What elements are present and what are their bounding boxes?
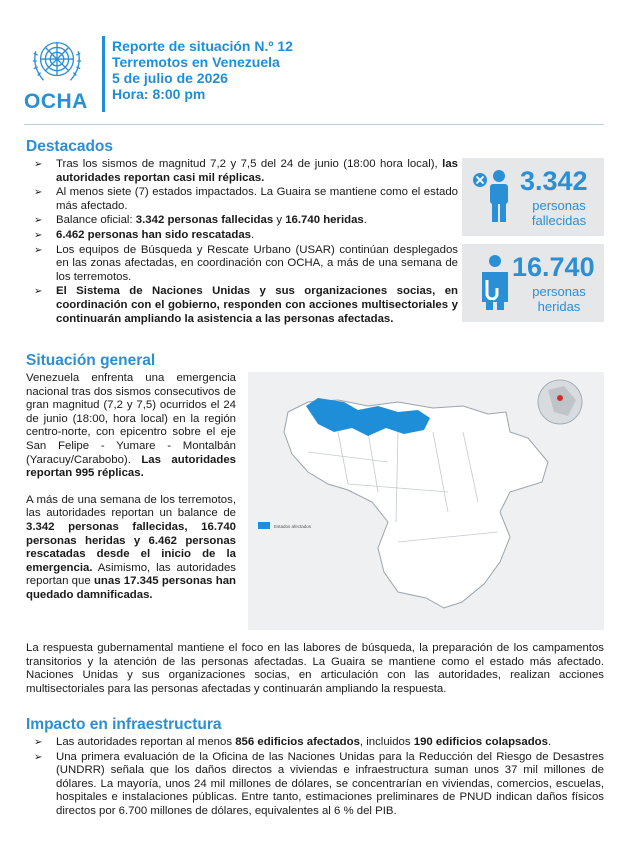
highlights-heading: Destacados [26,138,114,155]
bullet-arrow-icon: ➢ [34,215,43,227]
list-item: ➢ Una primera evaluación de la Oficina de las Naciones Unidas para la Reducción del Riesgo de Desastres (UNDRR) señala que los daños directos a viviendas e infraestructura suman unos 37 mil millones de dólares. La mayoría, unos 24 mil millones de dólares, se concentrarían en viviendas, comercios, escuelas, hospitales e instalaciones públicas. Entre tanto, estimaciones preliminares de PNUD indican daños físicos directos por 6.700 millones de dólares, equivalentes al 6 % del PIB. [34,750,604,817]
stat-injured-card [462,244,604,322]
bullet-arrow-icon: ➢ [34,187,43,199]
bullet-arrow-icon: ➢ [34,229,43,241]
map-graphic [248,372,604,630]
report-date: 5 de julio de 2026 [112,70,228,86]
list-item: ➢ Los equipos de Búsqueda y Rescate Urbano (USAR) continúan desplegados en las zonas afectadas, en coordinación con OCHA, a más de una semana de los terremotos. [34,243,458,283]
bullet-arrow-icon: ➢ [34,159,43,170]
un-emblem-icon [28,32,86,90]
situation-heading: Situación general [26,352,156,369]
stat-deceased-card [462,158,604,236]
header-title-block [112,38,293,102]
list-item: ➢ Las autoridades reportan al menos 856 edificios afectados, incluidos 190 edificios colapsados. [34,736,552,748]
venezuela-map [248,372,604,630]
infrastructure-heading: Impacto en infraestructura [26,716,222,733]
list-item: ➢ Al menos siete (7) estados impactados. La Guaira se mantiene como el estado más afectado. [34,186,458,212]
stat-label: personas heridas [532,284,586,314]
list-item: ➢ 6.462 personas han sido rescatadas. [34,228,255,241]
person-injured-icon [474,254,514,312]
highlights-list [30,158,458,327]
report-title: Reporte de situación N.º 12 [112,38,293,54]
report-time: Hora: 8:00 pm [112,86,206,102]
stat-label: personas fallecidas [531,198,587,228]
list-item: ➢ Balance oficial: 3.342 personas fallecidas y 16.740 heridas. [34,214,367,227]
list-item: ➢ El Sistema de Naciones Unidas y sus organizaciones socias, en coordinación con el gobierno, responden con acciones multisectoriales y continuarán ampliando la asistencia a las personas afectadas. [34,285,458,325]
situation-paragraph: A más de una semana de los terremotos, las autoridades reportan un balance de 3.342 personas fallecidas, 16.740 personas heridas y 6.462 personas rescatadas desde el inicio de la emergencia. Asimismo, las autoridades reportan que unas 17.345 personas han quedado damnificadas. [26,493,236,601]
response-paragraph: La respuesta gubernamental mantiene el foco en las labores de búsqueda, la preparación de los campamentos transitorios y la atención de las personas afectadas. La Guaira se mantiene como el estado más afectado. Naciones Unidas y sus organizaciones socias, en articulación con las autoridades, realizan acciones multisectoriales para las personas afectadas y continuarán ampliando la respuesta. [26,642,604,695]
legend-swatch [258,522,270,529]
report-header [24,28,604,112]
map-legend-label: Estados afectados [274,524,312,529]
list-item: ➢ Tras los sismos de magnitud 7,2 y 7,5 del 24 de junio (18:00 hora local), las autoridades reportan casi mil réplicas. [34,158,458,184]
stat-value: 3.342 [520,166,588,196]
bullet-arrow-icon: ➢ [34,751,43,763]
person-deceased-icon [472,168,514,224]
bullet-arrow-icon: ➢ [34,737,43,748]
bullet-arrow-icon: ➢ [34,286,43,298]
stat-value: 16.740 [512,252,595,282]
infrastructure-list [30,736,604,820]
situation-text [26,372,236,616]
report-subtitle: Terremotos en Venezuela [112,54,280,70]
header-divider [102,36,105,112]
header-rule [24,124,604,125]
situation-paragraph: Venezuela enfrenta una emergencia nacional tras dos sismos consecutivos de gran magnitud (7,2 y 7,5) ocurridos el 24 de junio (18:00, hora local) en la región centro-norte, con epicentro sobre el eje San Felipe - Yumare - Montalbán (Yaracuy/Carabobo). Las autoridades reportan 995 réplicas. [26,372,236,480]
bullet-arrow-icon: ➢ [34,244,43,256]
ocha-logo-text: OCHA [24,90,88,113]
